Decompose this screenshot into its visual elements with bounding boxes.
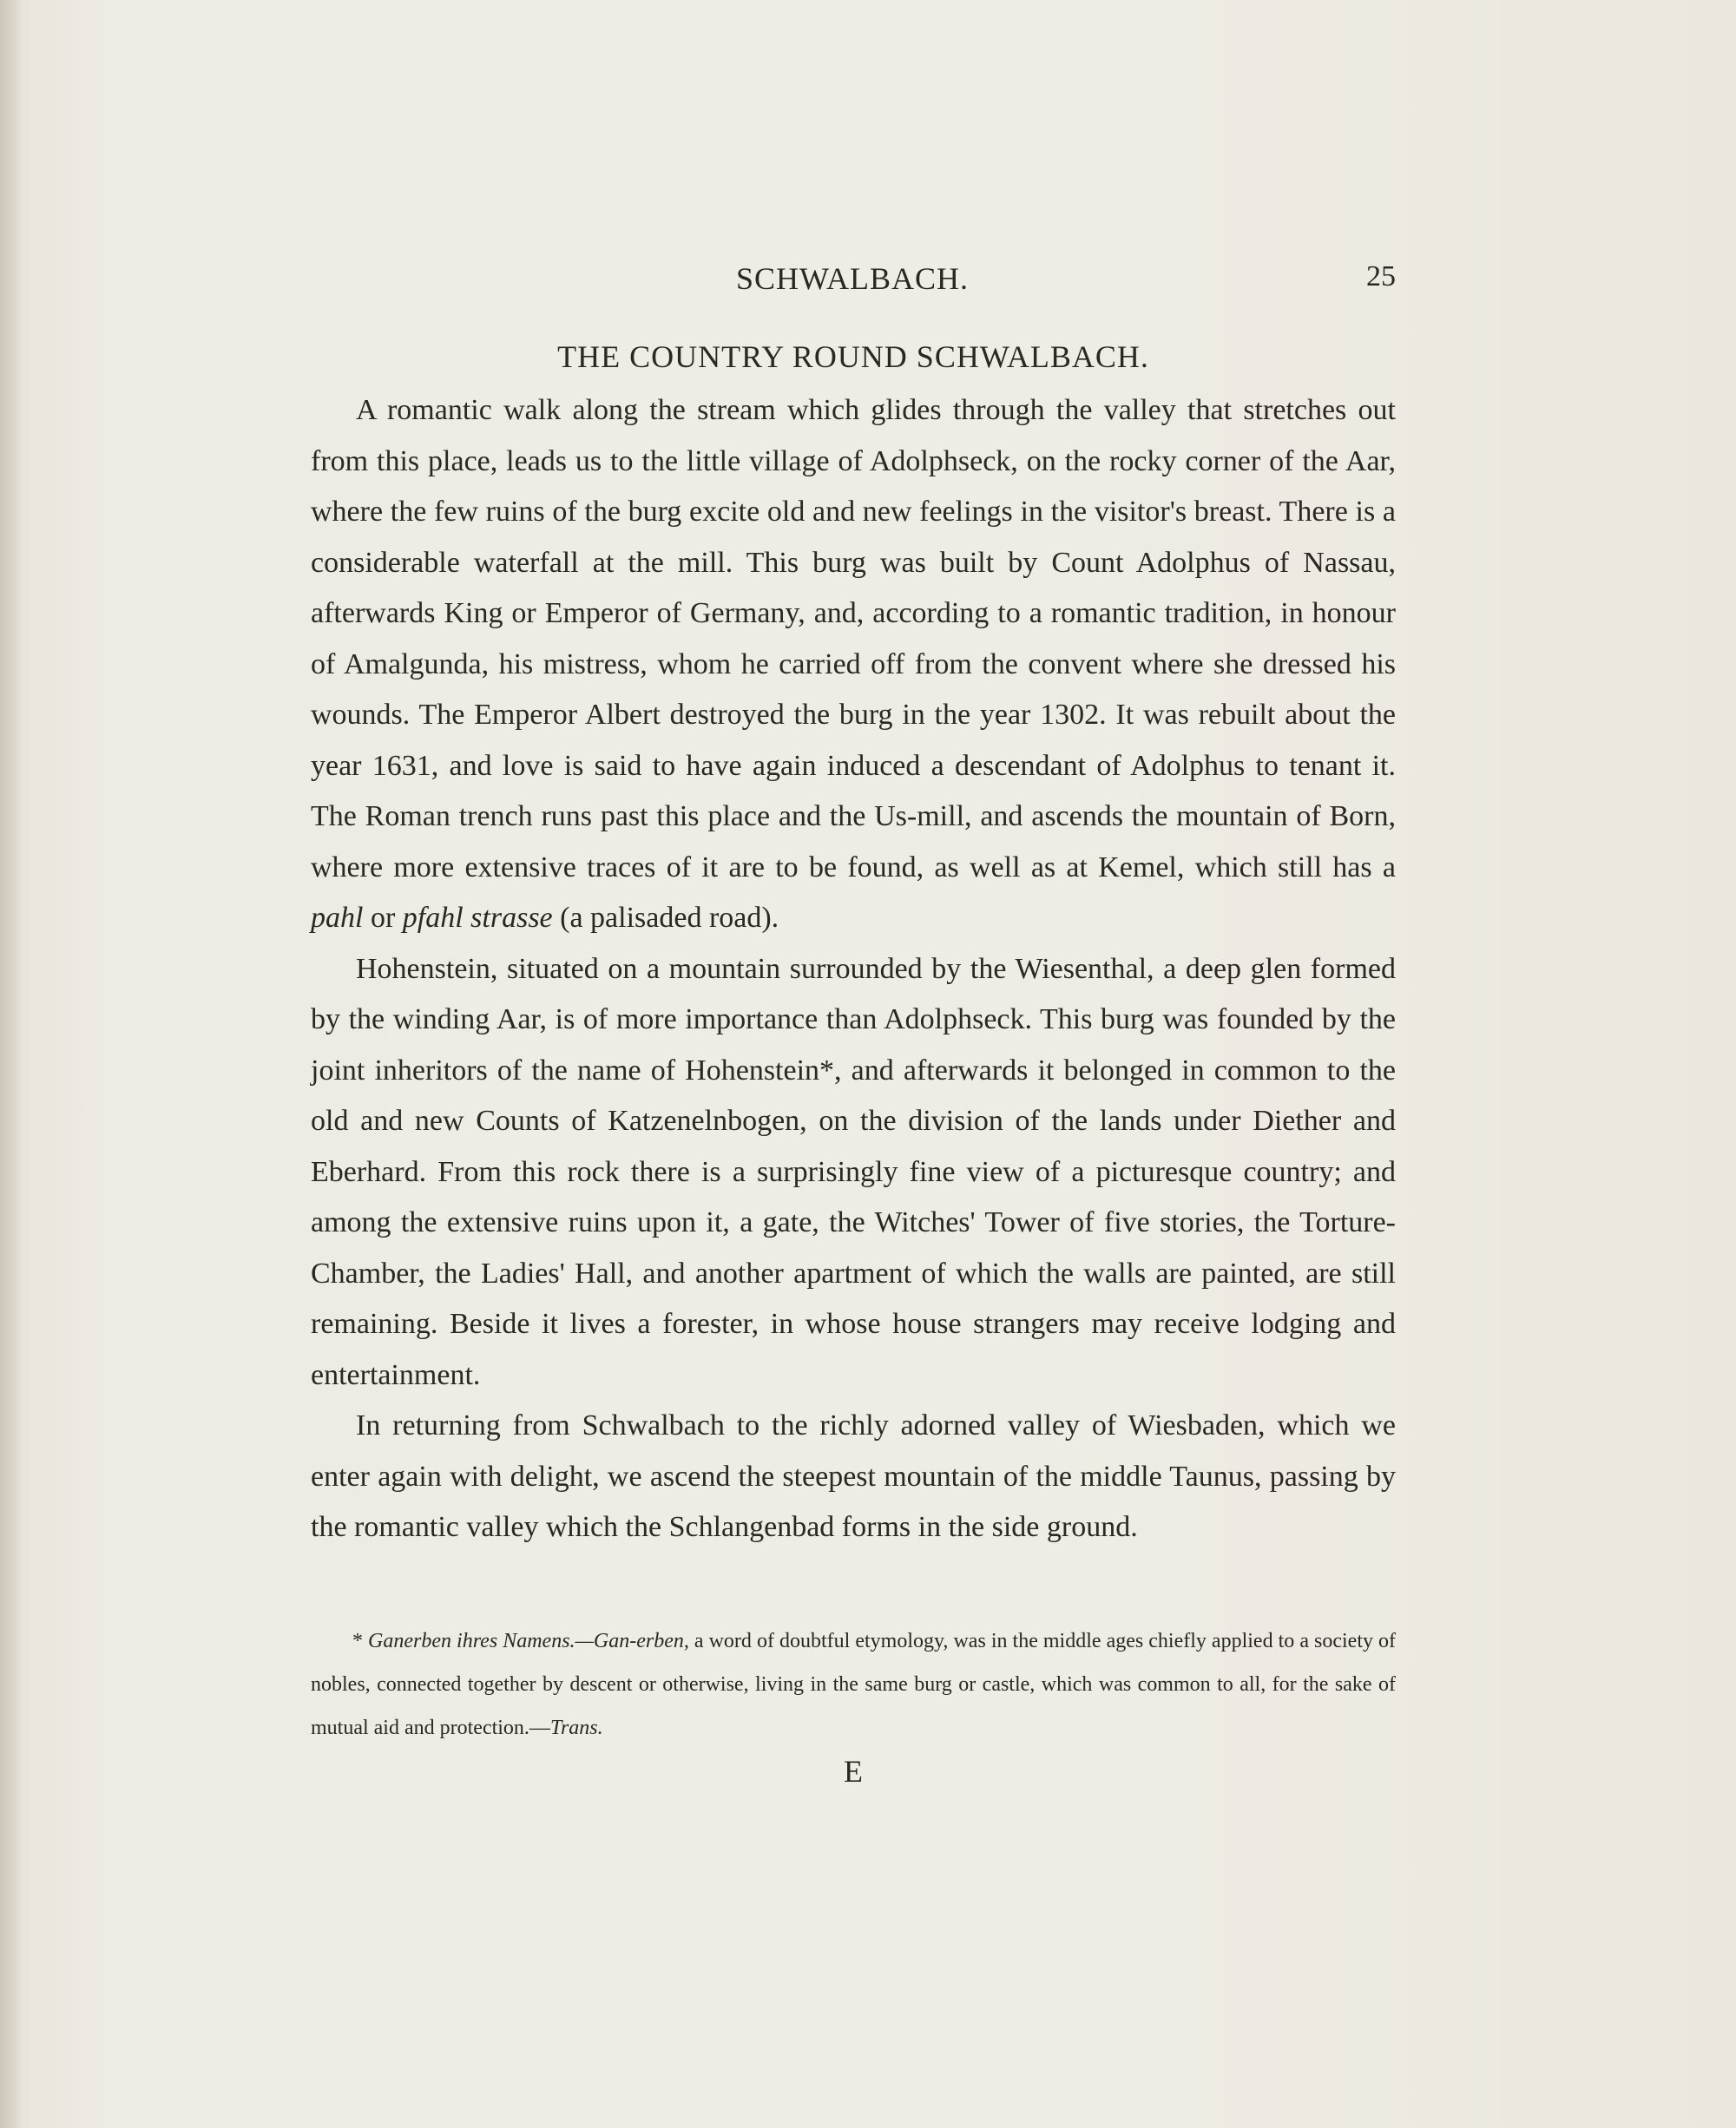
paragraph-hohenstein: Hohenstein, situated on a mountain surrounded by the Wiesenthal, a deep glen formed by the winding Aar, is of more importance than Adolphseck. This burg was founded by the joint inheritors of the name of Hohenstein*, and afterwards it belonged in common to the old and new Counts of Katzenelnbogen, on the division of the lands under Diether and Eberhard. From this rock there is a surprisingly fine view of a picturesque country; and among the extensive ruins upon it, a gate, the Witches' Tower of five stories, the Torture-Chamber, the Ladies' Hall, and another apartment of which the walls are painted, are still remaining. Beside it lives a forester, in whose house strangers may receive lodging and entertainment.: [311, 952, 1396, 1391]
paragraph-1-connector: or: [363, 902, 403, 934]
paragraph-1-ending: (a palisaded road).: [552, 902, 779, 934]
italic-pfahl-strasse: pfahl strasse: [402, 902, 553, 934]
gutter-shadow: [0, 0, 23, 2128]
section-title: THE COUNTRY ROUND SCHWALBACH.: [557, 339, 1149, 374]
body-text: [311, 385, 1396, 1553]
footnote-term: Ganerben ihres Namens.—Gan-erben,: [368, 1630, 689, 1652]
footnote-attribution: Trans.: [549, 1717, 603, 1739]
footnote-text: a word of doubtful etymology, was in the middle ages chiefly applied to a society of nobles, connected together by descent or otherwise, living in the same burg or castle, which was common to all, for the sake of mutual aid and protection.—: [311, 1630, 1397, 1739]
running-header: [311, 260, 1396, 304]
page-number: 25: [1366, 260, 1396, 292]
paragraph-returning: In returning from Schwalbach to the richly adorned valley of Wiesbaden, which we enter again with delight, we ascend the steepest mountain of the middle Taunus, passing by the romantic valley which the Schlangenbad forms in the side ground.: [311, 1409, 1396, 1543]
footnote-marker: *: [352, 1630, 369, 1652]
footnote: [311, 1619, 1396, 1750]
italic-pahl: pahl: [311, 902, 364, 934]
signature-mark: E: [844, 1754, 863, 1789]
paragraph-adolphseck: [311, 385, 1396, 944]
running-title: SCHWALBACH.: [736, 261, 970, 296]
paragraph-1-text: A romantic walk along the stream which glides through the valley that stretches out from this place, leads us to the little village of Adolphseck, on the rocky corner of the Aar, where the few ruins of the burg excite old and new feelings in the visitor's breast. There is a considerable waterfall at the mill. This burg was built by Count Adolphus of Nassau, afterwards King or Emperor of Germany, and, according to a romantic tradition, in honour of Amalgunda, his mistress, whom he carried off from the convent where she dressed his wounds. The Emperor Albert destroyed the burg in the year 1302. It was rebuilt about the year 1631, and love is said to have again induced a descendant of Adolphus to tenant it. The Roman trench runs past this place and the Us-mill, and ascends the mountain of Born, where more extensive traces of it are to be found, as well as at Kemel, which still has a: [311, 394, 1396, 883]
